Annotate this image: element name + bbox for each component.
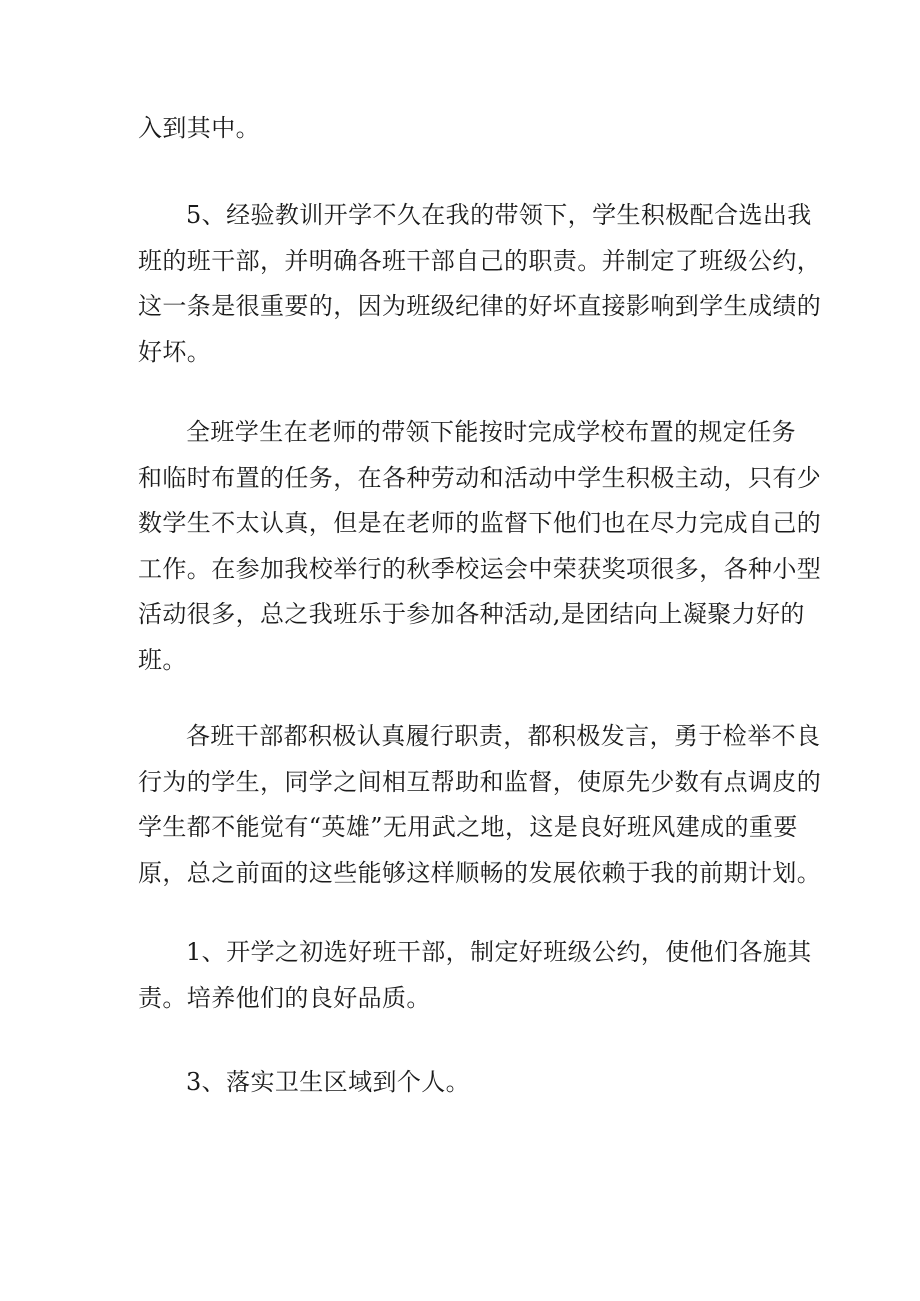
text-line: 责。培养他们的良好品质。	[138, 983, 431, 1012]
text-line: 工作。在参加我校举行的秋季校运会中荣获奖项很多，各种小型	[138, 554, 822, 583]
text-line: 数学生不太认真，但是在老师的监督下他们也在尽力完成自己的	[138, 509, 822, 537]
text-line: 全班学生在老师的带领下能按时完成学校布置的规定任务	[186, 418, 796, 446]
text-line: 班。	[138, 645, 187, 674]
text-line: 5、经验教训开学不久在我的带领下，学生积极配合选出我	[186, 201, 812, 229]
text-line: 入到其中。	[138, 114, 260, 142]
text-line: 活动很多，总之我班乐于参加各种活动,是团结向上凝聚力好的	[138, 600, 805, 628]
text-line: 原，总之前面的这些能够这样顺畅的发展依赖于我的前期计划。	[138, 858, 822, 887]
paragraph-continuation	[138, 106, 788, 152]
text-line: 各班干部都积极认真履行职责，都积极发言，勇于检举不良	[186, 722, 821, 750]
text-line: 3、落实卫生区域到个人。	[186, 1068, 471, 1096]
text-line: 班的班干部，并明确各班干部自己的职责。并制定了班级公约，	[138, 246, 822, 275]
text-line: 这一条是很重要的，因为班级纪律的好坏直接影响到学生成绩的	[138, 292, 822, 320]
text-line: 好坏。	[138, 337, 212, 366]
text-line: 行为的学生，同学之间相互帮助和监督，使原先少数有点调皮的	[138, 767, 822, 796]
text-line: 学生都不能觉有“英雄”无用武之地，这是良好班风建成的重要	[138, 813, 798, 841]
paragraph-class-cadres	[138, 714, 822, 896]
paragraph-class-performance	[138, 410, 822, 683]
text-line: 和临时布置的任务，在各种劳动和活动中学生积极主动，只有少	[138, 463, 822, 492]
text-line: 1、开学之初选好班干部，制定好班级公约，使他们各施其	[186, 938, 812, 966]
paragraph-item-3	[138, 1060, 788, 1106]
paragraph-item-1	[138, 930, 812, 1021]
paragraph-lessons-learned	[138, 193, 822, 375]
